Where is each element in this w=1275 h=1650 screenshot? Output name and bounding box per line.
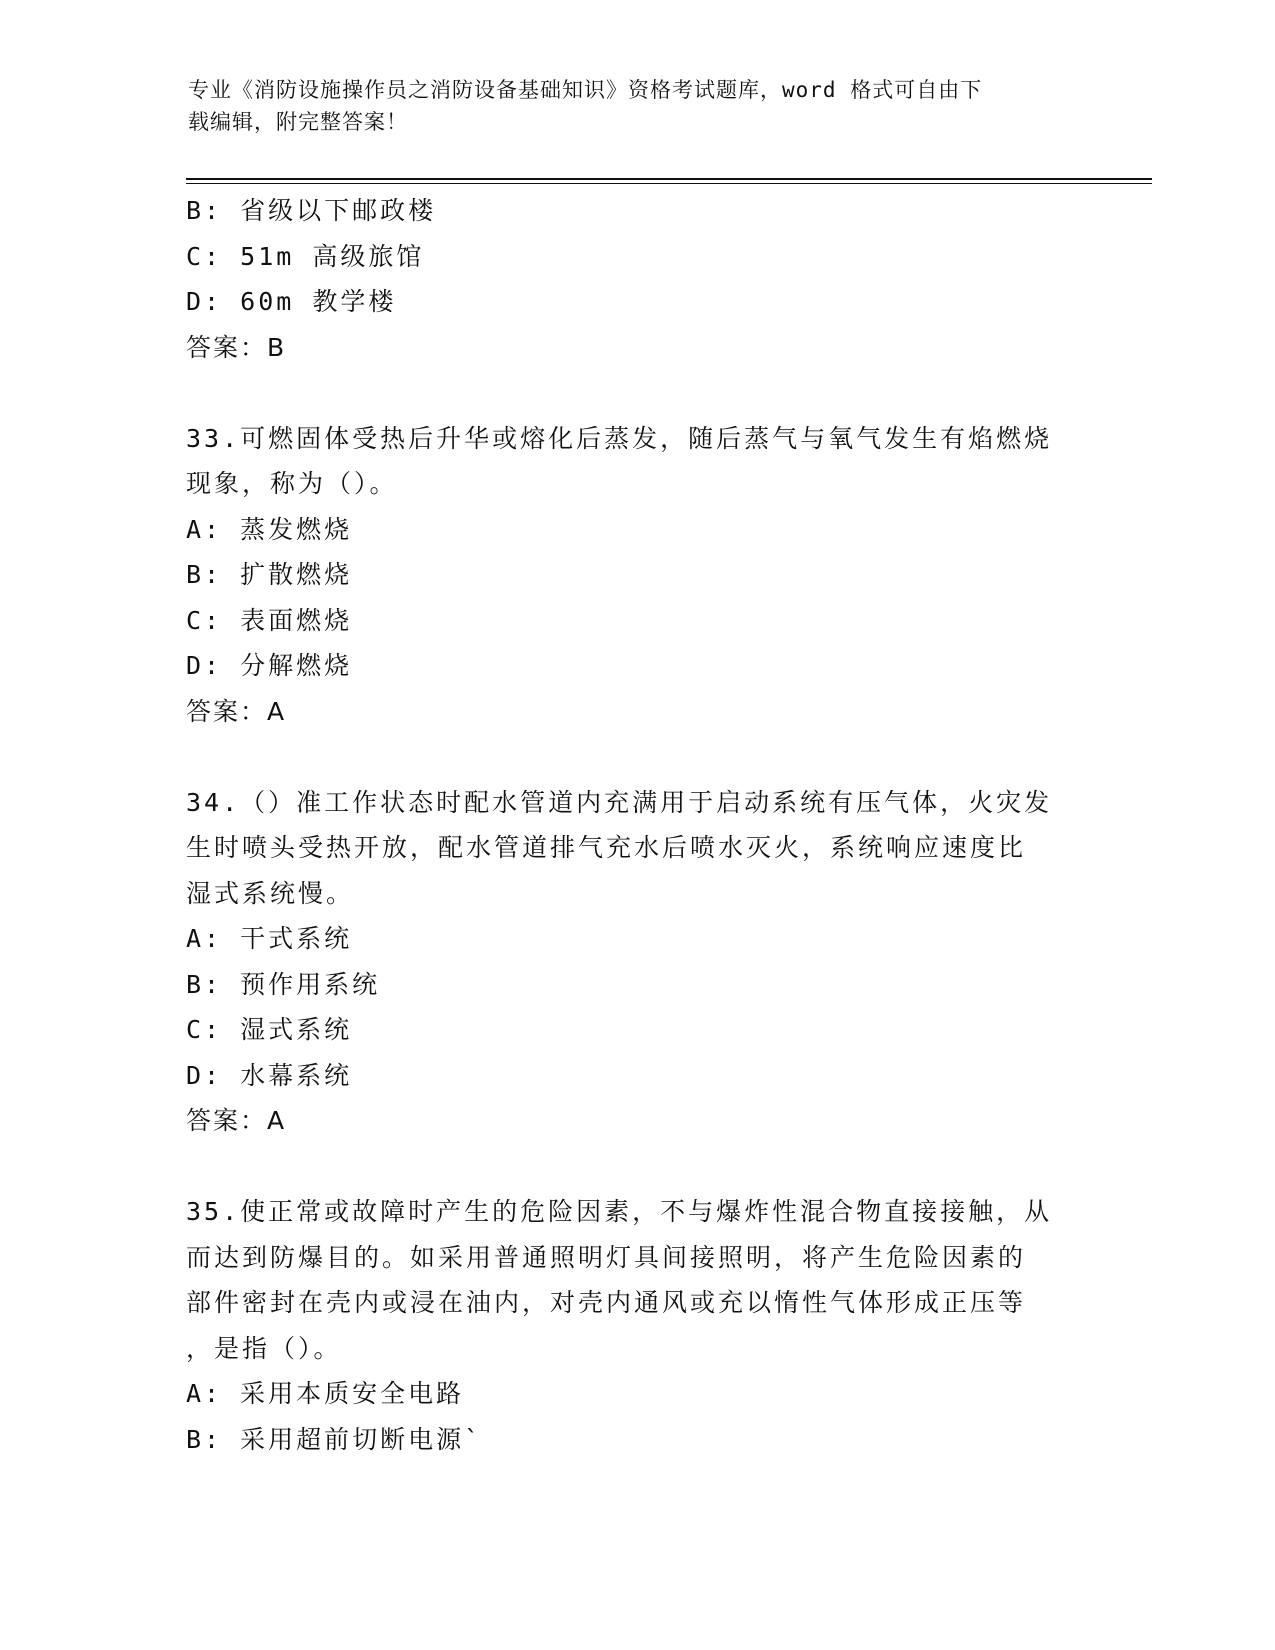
option-b: B: 预作用系统 <box>186 969 381 999</box>
option-a: A: 蒸发燃烧 <box>186 514 353 544</box>
spacer <box>186 370 1086 416</box>
question-34 <box>186 780 1086 1144</box>
header-rule-thick <box>186 178 1152 180</box>
answer-text: 答案：A <box>186 1106 287 1135</box>
question-33 <box>186 416 1086 735</box>
header-line-2: 载编辑，附完整答案！ <box>188 110 408 134</box>
question-stem-line: 生时喷头受热开放，配水管道排气充水后喷水灭火，系统响应速度比 <box>186 833 1027 862</box>
option-b: B: 采用超前切断电源` <box>186 1424 483 1454</box>
option-c: C: 表面燃烧 <box>186 605 353 635</box>
answer-text: 答案：A <box>186 696 287 726</box>
question-stem-line: 部件密封在壳内或浸在油内，对壳内通风或充以惰性气体形成正压等 <box>186 1288 1027 1317</box>
option-c: C: 湿式系统 <box>186 1015 353 1044</box>
spacer <box>186 1144 1086 1190</box>
question-stem-line: 33.可燃固体受热后升华或熔化后蒸发，随后蒸气与氧气发生有焰燃烧 <box>186 423 1053 453</box>
header-rule-thin <box>186 183 1152 184</box>
question-stem-line: 而达到防爆目的。如采用普通照明灯具间接照明，将产生危险因素的 <box>186 1242 1027 1272</box>
spacer <box>186 734 1086 780</box>
option-d: D: 分解燃烧 <box>186 651 353 680</box>
option-c: C: 51m 高级旅馆 <box>186 241 425 271</box>
document-header <box>188 74 1068 138</box>
answer-text: 答案：B <box>186 332 287 362</box>
question-stem-line: 34.（）准工作状态时配水管道内充满用于启动系统有压气体，火灾发 <box>186 787 1053 817</box>
question-list <box>186 188 1086 1462</box>
question-stem-line: 湿式系统慢。 <box>186 878 355 908</box>
option-a: A: 采用本质安全电路 <box>186 1379 465 1408</box>
option-a: A: 干式系统 <box>186 924 353 953</box>
question-stem-line: 现象，称为（）。 <box>186 469 398 498</box>
option-d: D: 60m 教学楼 <box>186 287 397 316</box>
question-stem-line: ，是指（）。 <box>186 1333 342 1363</box>
question-35 <box>186 1189 1086 1462</box>
previous-question <box>186 188 1086 370</box>
option-d: D: 水幕系统 <box>186 1060 353 1090</box>
option-b: B: 省级以下邮政楼 <box>186 196 437 225</box>
option-b: B: 扩散燃烧 <box>186 560 353 589</box>
question-stem-line: 35.使正常或故障时产生的危险因素，不与爆炸性混合物直接接触，从 <box>186 1197 1053 1226</box>
header-line-1: 专业《消防设施操作员之消防设备基础知识》资格考试题库，word 格式可自由下 <box>188 78 983 102</box>
